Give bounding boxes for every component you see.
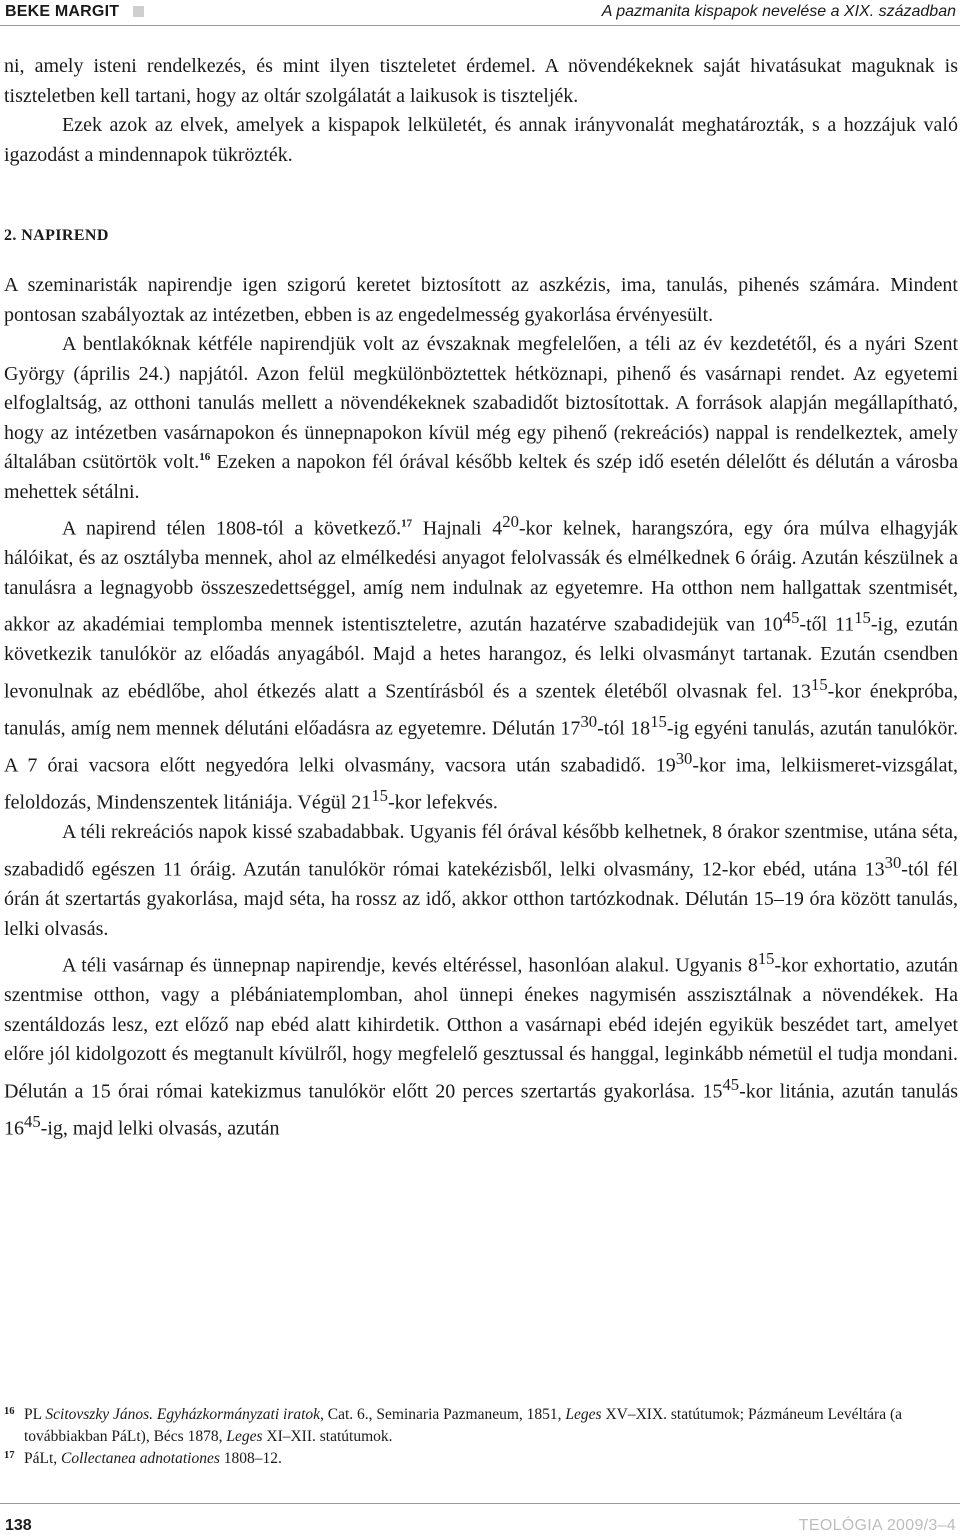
header-rule [0, 25, 960, 26]
time-minutes: 15 [811, 674, 828, 694]
paragraph: A szeminaristák napirendje igen szigorú keretet biztosított az aszkézis, ima, tanulás, pihenés számára. Mindent pontosan szabályoztak az intézetben, ebben is az engedelmesség gyakorlása érvényesült. [4, 274, 958, 326]
time-minutes: 15 [650, 711, 667, 731]
header-author: BEKE MARGIT [5, 3, 120, 20]
time-minutes: 15 [757, 949, 775, 969]
paragraph [4, 944, 958, 1144]
time-minutes: 30 [675, 749, 693, 769]
text-run: -kor ima, lelkiismeret-vizsgálat, feloldozás, Mindenszentek litániája. Végül 21 [4, 754, 959, 814]
text-run: PL [24, 1406, 46, 1423]
footnote-16 [4, 1404, 954, 1448]
footer-rule [0, 1503, 960, 1504]
text-run: A téli rekreációs napok kissé szabadabbak. Ugyanis fél órával később kelhetnek, 8 órakor szentmise, utána séta, szabadidő egészen 11 óráig. Azután tanulókör római katekézisből, lelki olvasmány, 12-kor ebéd, utána 13 [4, 821, 958, 881]
time-minutes: 30 [580, 711, 598, 731]
text-run: A téli vasárnap és ünnepnap napirendje, kevés eltéréssel, hasonlóan alakul. Ugyanis 8 [62, 954, 758, 977]
time-minutes: 15 [854, 608, 871, 628]
paragraph [4, 818, 958, 944]
header-article-title: A pazmanita kispapok nevelése a XIX. században [601, 3, 956, 20]
text-run: A bentlakóknak kétféle napirendjük volt az évszaknak megfelelően, a téli az év kezdetétől, és a nyári Szent György (április 24.) napjától. Azon felül megkülönböztettek hétköznapi, pihenő és vasárnapi rendet. Az egyetemi elfoglaltság, az otthoni tanulás mellett a növendékeknek szabadidőt biztosítottak. A források alapján megállapítható, hogy az intézetben vasárnapokon és ünnepnapokon kívül még egy pihenő (rekreációs) nappal is rendelkeztek, amely általában csütörtök volt. [4, 333, 958, 473]
page-number: 138 [5, 1517, 32, 1534]
time-minutes: 15 [371, 786, 388, 806]
text-run: Ezeken a napokon fél órával később keltek és szép idő esetén délelőtt és délután a városba mehettek sétálni. [4, 451, 959, 503]
time-minutes: 30 [884, 852, 902, 872]
paragraph [4, 330, 958, 507]
text-run: -tól fél órán át szertartás gyakorlása, majd séta, ha rossz az idő, akkor otthon tartózkodnak. Délután 15–19 óra között tanulás, lelki olvasás. [4, 858, 958, 940]
header-separator-square [133, 6, 144, 17]
paragraph: ni, amely isteni rendelkezés, és mint ilyen tiszteletet érdemel. A növendékeknek saját hivatásukat maguknak is tiszteletben kell tartani, hogy az oltár szolgálatát a laikusok is tiszteljék. [4, 55, 958, 107]
text-run: -tól 18 [597, 717, 651, 740]
text-run: XV–XIX. statútumok; Pázmáneum Levéltára (a továbbiakban PáLt), Bécs 1878, [24, 1406, 903, 1445]
paragraph: Ezek azok az elvek, amelyek a kispapok lelkületét, és annak irányvonalát meghatározták, s a hozzájuk való igazodást a mindennapok tükrözték. [4, 114, 958, 166]
text-run: Hajnali 4 [412, 517, 503, 540]
text-run: A napirend télen 1808-tól a következő. [62, 517, 402, 540]
footnotes [4, 1404, 954, 1470]
text-run: -kor lefekvés. [387, 791, 498, 814]
article-body [4, 52, 958, 1144]
running-footer [0, 1510, 960, 1534]
text-run-italic: Collectanea adnotationes [61, 1450, 220, 1467]
paragraph [4, 507, 958, 818]
text-run: PáLt, [24, 1450, 62, 1467]
text-run: -től 11 [799, 613, 855, 636]
text-run: -ig, majd lelki olvasás, azután [40, 1117, 280, 1140]
text-run: 1808–12. [219, 1450, 282, 1467]
footnote-17 [4, 1448, 954, 1470]
text-run-italic: Leges [565, 1406, 602, 1423]
text-run: -kor énekpróba, tanulás, amíg nem mennek délutáni előadásra az egyetemre. Délután 17 [4, 680, 958, 740]
time-minutes: 45 [782, 608, 800, 628]
text-run: -kor litánia, azután tanulás 16 [4, 1080, 959, 1140]
text-run: -ig, ezután következik tanulókör az előadás anyagából. Majd a hetes harangoz, és lelki olvasmányt tartanak. Ezután csendben levonulnak az ebédlőbe, ahol étkezés alatt a Szentírásból és a szentek életéből olvasnak fel. 13 [4, 613, 959, 703]
text-run: -ig egyéni tanulás, azután tanulókör. A 7 órai vacsora előtt negyedóra lelki olvasmány, vacsora után szabadidő. 19 [4, 717, 958, 777]
footnote-ref[interactable]: 16 [199, 451, 211, 463]
text-run: XI–XII. statútumok. [262, 1428, 393, 1445]
text-run: -kor kelnek, harangszóra, egy óra múlva elhagyják hálóikat, és az osztályba mennek, ahol az elmélkedési anyagot felolvassák és elmélkednek 6 óráig. Azután készülnek a tanulásra a legnagyobb összeszedettséggel, amíg nem indulnak az egyetemre. Ha otthon nem hallgattak szentmisét, akkor az akadémiai templomba mennek istentiszteletre, azután hazatérve szabadidejük van 10 [4, 517, 959, 636]
running-header [0, 0, 960, 24]
text-run-italic: Scitovszky János. Egyházkormányzati iratok [45, 1406, 321, 1423]
text-run: -kor exhortatio, azután szentmise otthon, vagy a plébániatemplomban, ahol ünnepi énekes nagymisén asszisztálnak a növendékek. Ha szentáldozás lesz, ezt előző nap ebéd alatt kihirdetik. Otthon a vasárnapi ebéd idején egyikük beszédet tart, amelyet előre jól kidolgozott és megtanult kívülről, hogy megfelelő gesztussal és hanggal, leginkább németül el tudja mondani. Délután a 15 órai római katekizmus tanulókör előtt 20 perces szertartás gyakorlása. 15 [4, 954, 959, 1103]
text-run: , Cat. 6., Seminaria Pazmaneum, 1851, [320, 1406, 566, 1423]
time-minutes: 20 [502, 512, 519, 531]
time-minutes: 45 [722, 1074, 740, 1094]
footnote-ref[interactable]: 17 [401, 517, 413, 530]
time-minutes: 45 [24, 1111, 41, 1131]
journal-name: TEOLÓGIA 2009/3–4 [798, 1517, 956, 1534]
footnote-number: 16 [4, 1406, 15, 1417]
footnote-number: 17 [4, 1450, 15, 1461]
section-heading: 2. NAPIREND [4, 227, 109, 244]
text-run-italic: Leges [226, 1428, 263, 1445]
